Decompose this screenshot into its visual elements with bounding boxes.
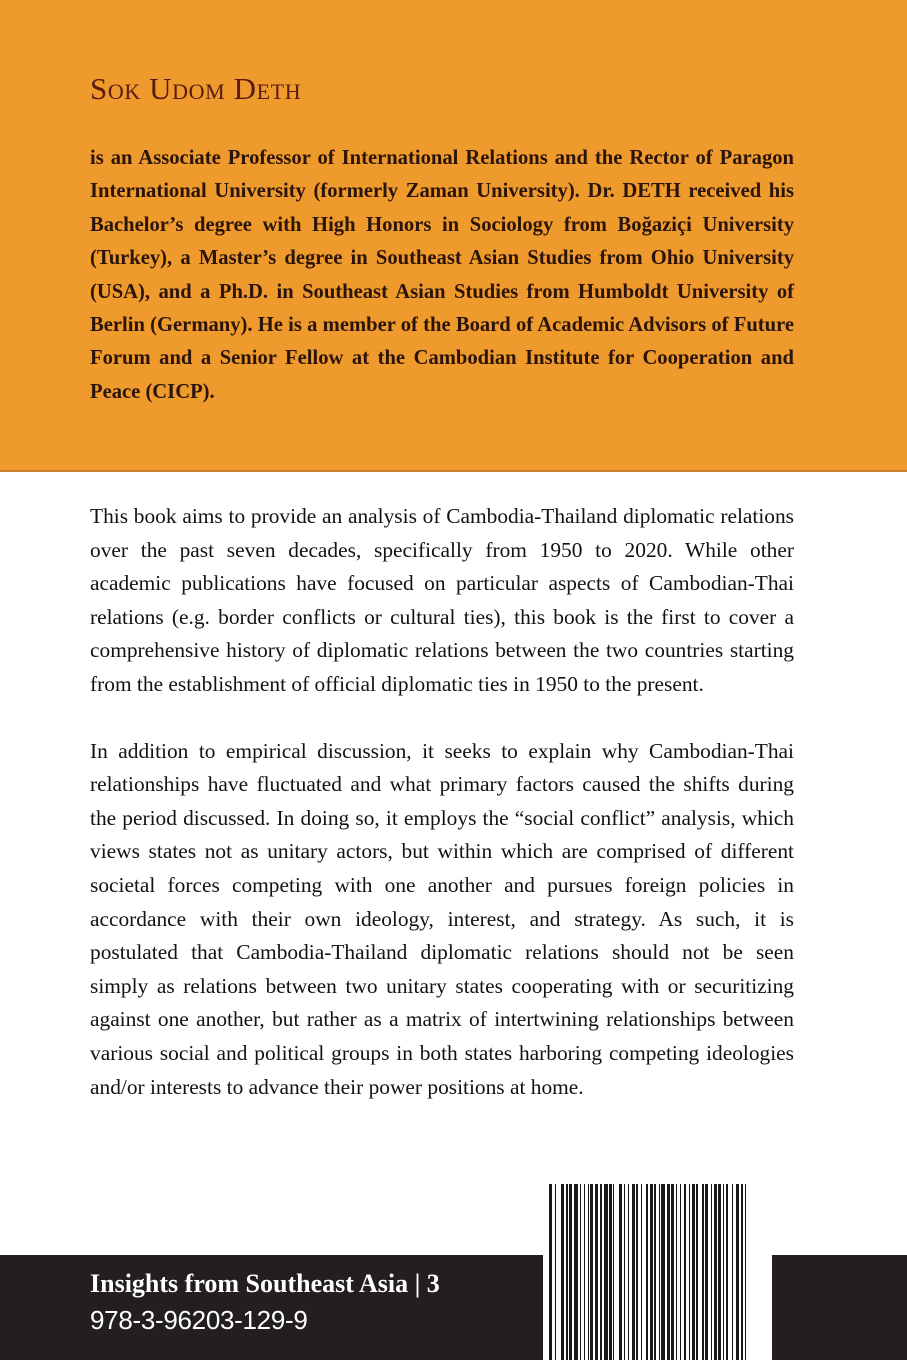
author-biography: is an Associate Professor of International Relations and the Rector of Paragon International University (formerly Zaman University). Dr. DETH received his Bachelor’s degree with High Honors in Sociology from Boğaziçi University (Turkey), a Master’s degree in Southeast Asian Studies from Ohio University (USA), and a Ph.D. in Southeast Asian Studies from Humboldt University of Berlin (Germany). He is a member of the Board of Academic Advisors of Future Forum and a Senior Fellow at the Cambodian Institute for Cooperation and Peace (CICP).: [90, 147, 794, 403]
series-footer-bar: [0, 1255, 543, 1360]
barcode-bar: [746, 1184, 749, 1360]
ean13-barcode-icon: [549, 1184, 749, 1360]
author-name: Sok Udom Deth: [90, 71, 302, 106]
description-paragraph-1: This book aims to provide an analysis of Cambodia-Thailand diplomatic relations over the past seven decades, specifically from 1950 to 2020. While other academic publications have focused on particular aspects of Cambodian-Thai relations (e.g. border conflicts or cultural ties), this book is the first to cover a comprehensive history of diplomatic relations between the two countries starting from the establishment of official diplomatic ties in 1950 to the present.: [90, 504, 794, 696]
description-paragraph-2: In addition to empirical discussion, it seeks to explain why Cambodian-Thai relationships have fluctuated and what primary factors caused the shifts during the period discussed. In doing so, it employs the “social conflict” analysis, which views states not as unitary actors, but within which are comprised of different societal forces competing with one another and pursues foreign policies in accordance with their own ideology, interest, and strategy. As such, it is postulated that Cambodia-Thailand diplomatic relations should not be seen simply as relations between two unitary states cooperating with or securitizing against one another, but rather as a matrix of intertwining relationships between various social and political groups in both states harboring competing ideologies and/or interests to advance their power positions at home.: [90, 738, 794, 1099]
author-panel: [0, 0, 907, 472]
footer-right-block: [772, 1255, 907, 1360]
series-title: Insights from Southeast Asia | 3: [90, 1269, 440, 1298]
book-description: [90, 500, 794, 1104]
isbn-number: 978-3-96203-129-9: [90, 1305, 308, 1335]
